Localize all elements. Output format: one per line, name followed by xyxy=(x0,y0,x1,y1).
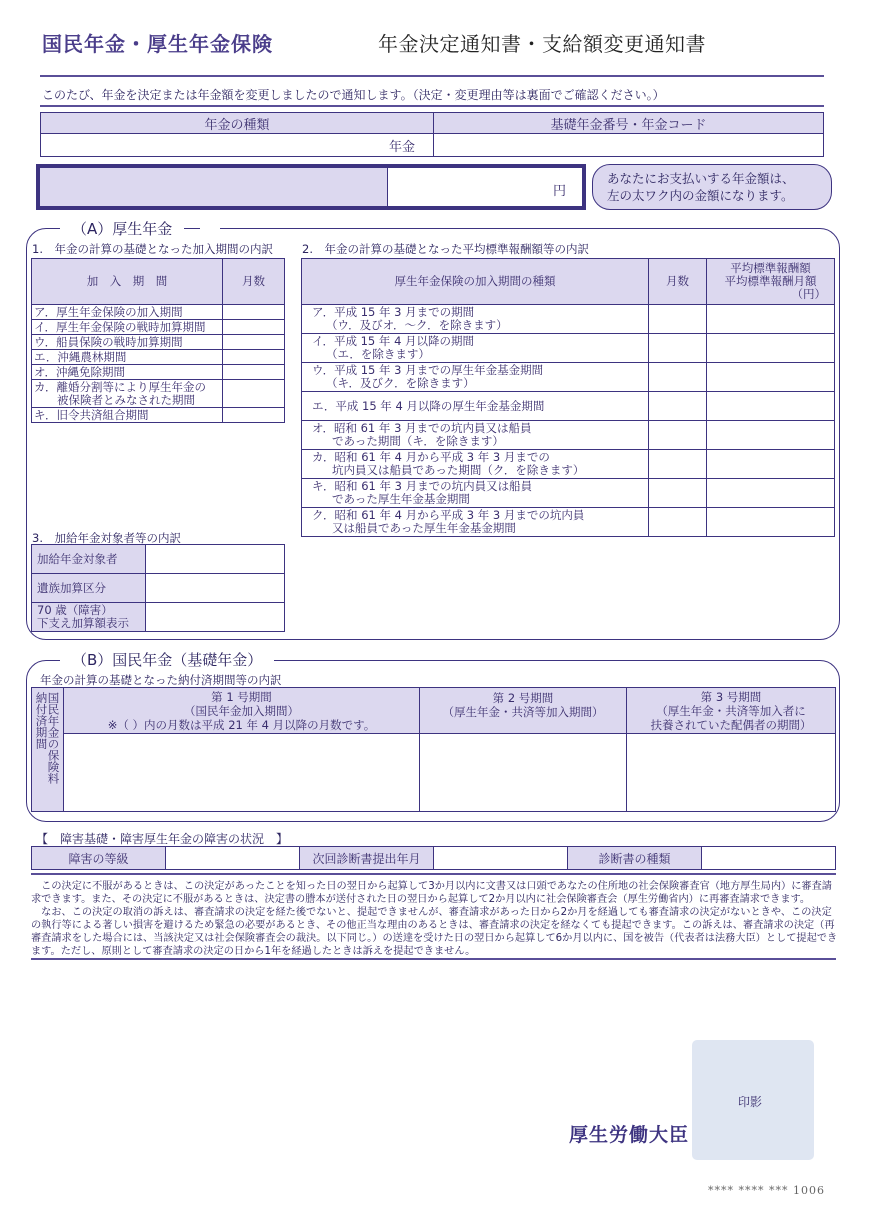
row-months xyxy=(223,380,285,408)
header-line: 平均標準報酬月額 xyxy=(724,274,817,288)
row-line1: エ．平成 15 年 4 月以降の厚生年金基金期間 xyxy=(312,398,545,413)
enrollment-period-table xyxy=(31,258,285,423)
legal-paragraph-2: なお、この決定の取消の訴えは、審査請求の決定を経た後でないと、提起できませんが、審査請求があった日から2か月を経過しても審査請求の決定がないときや、この決定の執行等による著しい損害を避けるため緊急の必要があるとき、その他正当な理由のあるときは、審査請求の決定を経なくても提起できます。この訴えは、審査請求の決定（再審査請求をした場合には、当該決定又は社会保険審査会の裁決。以下同じ。）の送達を受けた日の翌日から起算して6か月以内に、国を被告（代表者は法務大臣）として提起できます。ただし、原則として審査請求の決定の日から1年を経過したときは訴えを提起できません。 xyxy=(31,907,838,958)
category2-value xyxy=(420,734,627,812)
divider xyxy=(31,958,836,960)
row-label xyxy=(302,363,649,392)
category3-value xyxy=(627,734,836,812)
section-b-title: （B）国民年金（基礎年金） xyxy=(60,649,274,670)
table-row xyxy=(302,334,835,363)
table-row xyxy=(32,603,285,632)
notice-text: このたび、年金を決定または年金額を変更しましたので通知します。（決定・変更理由等は裏面でご確認ください。） xyxy=(42,88,665,102)
grade-label: 障害の等級 xyxy=(32,847,166,870)
row-line1: イ．平成 15 年 4 月以降の期間 xyxy=(312,334,475,348)
header-line: （厚生年金・共済等加入期間） xyxy=(442,705,604,719)
category1-header xyxy=(64,688,420,734)
header-line: （厚生年金・共済等加入者に xyxy=(656,703,806,718)
row-amount xyxy=(707,479,835,508)
seal-area xyxy=(692,1040,814,1160)
table-row xyxy=(32,335,285,350)
row-months xyxy=(223,320,285,335)
legal-paragraph-1: この決定に不服があるときは、この決定があったことを知った日の翌日から起算して3か月以内に文書又は口頭であなたの住所地の社会保険審査官（地方厚生局内）に審査請求できます。また、その決定に不服があるときは、決定書の謄本が送付された日の翌日から起算して2か月以内に社会保険審査会（厚生労働省内）に再審査請求できます。 xyxy=(31,881,832,906)
table-row xyxy=(302,305,835,334)
side-label-1: 納付済期間 xyxy=(34,692,49,750)
seal-label: 印影 xyxy=(738,1095,763,1109)
avg-remuneration-header xyxy=(707,259,835,305)
row-label: ウ．船員保険の戦時加算期間 xyxy=(32,335,223,350)
table1-title: 1. 年金の計算の基礎となった加入期間の内訳 xyxy=(32,242,273,256)
table-row xyxy=(32,320,285,335)
row-amount xyxy=(707,450,835,479)
paid-period-table xyxy=(31,687,836,812)
header-line: 第 3 号期間 xyxy=(700,689,762,704)
row-label xyxy=(302,450,649,479)
table-row xyxy=(32,545,285,574)
header-line: 第 2 号期間 xyxy=(492,691,554,705)
header-line: （円） xyxy=(791,287,826,301)
additional-pension-table xyxy=(31,544,285,632)
row-line1: キ．昭和 61 年 3 月までの坑内員又は船員 xyxy=(312,479,533,493)
section-a-title: （A）厚生年金 xyxy=(60,218,184,239)
row-months xyxy=(649,305,707,334)
row-line1: ウ．平成 15 年 3 月までの厚生年金基金期間 xyxy=(312,363,544,377)
category2-header xyxy=(420,688,627,734)
row-amount xyxy=(707,508,835,537)
table-row xyxy=(32,380,285,408)
row-value xyxy=(146,603,285,632)
header-line: （国民年金加入期間） xyxy=(184,703,299,718)
row-months xyxy=(223,335,285,350)
table-row xyxy=(302,479,835,508)
legal-notice xyxy=(31,880,839,959)
row-label-line2: 下支え加算額表示 xyxy=(37,616,129,630)
row-months xyxy=(649,363,707,392)
average-remuneration-table xyxy=(301,258,835,537)
row-months xyxy=(649,479,707,508)
row-line2: であった厚生年金基金期間 xyxy=(332,492,470,506)
row-label: イ．厚生年金保険の戦時加算期間 xyxy=(32,320,223,335)
divider xyxy=(40,105,824,107)
row-months xyxy=(223,365,285,380)
disability-title: 【 障害基礎・障害厚生年金の障害の状況 】 xyxy=(36,832,289,846)
row-label-line2: 被保険者とみなされた期間 xyxy=(34,392,195,407)
divider xyxy=(40,75,824,77)
row-months xyxy=(649,334,707,363)
table2-title: 2. 年金の計算の基礎となった平均標準報酬額等の内訳 xyxy=(302,242,589,256)
pension-kind-value: 年金 xyxy=(41,134,434,157)
period-type-header: 厚生年金保険の加入期間の種類 xyxy=(302,259,649,305)
period-header: 加 入 期 間 xyxy=(32,259,223,305)
pension-kind-header: 年金の種類 xyxy=(41,113,434,134)
row-line1: オ．昭和 61 年 3 月までの坑内員又は船員 xyxy=(312,421,532,435)
side-label-2: 国民年金の保険料 xyxy=(46,692,61,784)
amount-label xyxy=(40,168,388,206)
table-row xyxy=(302,363,835,392)
row-label xyxy=(302,421,649,450)
row-label: オ．沖縄免除期間 xyxy=(32,365,223,380)
row-amount xyxy=(707,363,835,392)
header-line: 扶養されていた配偶者の期間） xyxy=(650,717,812,732)
row-line2: （ウ．及びオ．～ク．を除きます） xyxy=(326,318,508,332)
table3-title: 3. 加給年金対象者等の内訳 xyxy=(32,531,181,545)
row-label xyxy=(302,305,649,334)
amount-note-line2: 左の太ワク内の金額になります。 xyxy=(607,188,794,203)
pension-number-header: 基礎年金番号・年金コード xyxy=(434,113,824,134)
row-line2: であった期間（キ．を除きます） xyxy=(332,434,504,448)
category3-header xyxy=(627,688,836,734)
row-line2: （エ．を除きます） xyxy=(326,347,430,361)
row-line2: 坑内員又は船員であった期間（ク．を除きます） xyxy=(332,463,585,477)
table-row xyxy=(32,305,285,320)
table-row xyxy=(32,350,285,365)
document-title: 年金決定通知書・支給額変更通知書 xyxy=(378,32,706,56)
pension-amount-box xyxy=(36,164,586,210)
category1-value xyxy=(64,734,420,812)
divider xyxy=(31,873,836,875)
header-line: 第 1 号期間 xyxy=(211,689,272,704)
table-row xyxy=(302,392,835,421)
row-months xyxy=(223,305,285,320)
row-months xyxy=(649,392,707,421)
pension-kind-table xyxy=(40,112,824,157)
row-months xyxy=(649,421,707,450)
next-diagnosis-value xyxy=(434,847,568,870)
table-row xyxy=(302,450,835,479)
months-header: 月数 xyxy=(223,259,285,305)
row-months xyxy=(649,450,707,479)
months-header: 月数 xyxy=(649,259,707,305)
row-amount xyxy=(707,392,835,421)
table-row xyxy=(32,365,285,380)
row-line1: ク．昭和 61 年 4 月から平成 3 年 3 月までの坑内員 xyxy=(312,508,585,522)
amount-note-bubble xyxy=(592,164,832,210)
row-label xyxy=(32,380,223,408)
row-amount xyxy=(707,305,835,334)
header-line: ※（ ）内の月数は平成 21 年 4 月以降の月数です。 xyxy=(107,717,376,732)
row-label: キ．旧令共済組合期間 xyxy=(32,408,223,423)
row-amount xyxy=(707,421,835,450)
document-code: **** **** *** 1006 xyxy=(708,1184,825,1197)
pension-number-value xyxy=(434,134,824,157)
diagnosis-type-label: 診断書の種類 xyxy=(568,847,702,870)
row-months xyxy=(649,508,707,537)
row-value xyxy=(146,545,285,574)
row-label: 遺族加算区分 xyxy=(32,574,146,603)
row-label xyxy=(32,603,146,632)
side-label-cell xyxy=(32,688,64,812)
next-diagnosis-label: 次回診断書提出年月 xyxy=(300,847,434,870)
header-line: 平均標準報酬額 xyxy=(730,261,811,275)
table-row xyxy=(302,508,835,537)
row-label-line1: カ．離婚分割等により厚生年金の xyxy=(34,379,207,394)
row-line2: （キ．及びク．を除きます） xyxy=(326,376,475,390)
amount-note-line1: あなたにお支払いする年金額は、 xyxy=(607,171,795,186)
row-months xyxy=(223,350,285,365)
row-amount xyxy=(707,334,835,363)
row-label xyxy=(302,392,649,421)
row-label-line1: 70 歳（障害） xyxy=(37,603,113,617)
diagnosis-type-value xyxy=(702,847,836,870)
row-months xyxy=(223,408,285,423)
grade-value xyxy=(166,847,300,870)
table-row xyxy=(32,408,285,423)
row-label xyxy=(302,508,649,537)
amount-value xyxy=(388,168,582,206)
minister-name: 厚生労働大臣 xyxy=(569,1124,690,1146)
amount-unit: 円 xyxy=(552,184,566,199)
row-label: 加給年金対象者 xyxy=(32,545,146,574)
row-line2: 又は船員であった厚生年金基金期間 xyxy=(332,521,516,535)
row-label xyxy=(302,334,649,363)
row-label: ア．厚生年金保険の加入期間 xyxy=(32,305,223,320)
table-row xyxy=(302,421,835,450)
row-value xyxy=(146,574,285,603)
row-label: エ．沖縄農林期間 xyxy=(32,350,223,365)
row-line1: ア．平成 15 年 3 月までの期間 xyxy=(312,305,475,319)
row-label xyxy=(302,479,649,508)
insurance-title: 国民年金・厚生年金保険 xyxy=(42,32,273,56)
disability-table xyxy=(31,846,836,870)
table-row xyxy=(32,574,285,603)
row-line1: カ．昭和 61 年 4 月から平成 3 年 3 月までの xyxy=(312,450,550,464)
frame-gap xyxy=(200,228,220,230)
section-b-subtitle: 年金の計算の基礎となった納付済期間等の内訳 xyxy=(40,673,282,687)
